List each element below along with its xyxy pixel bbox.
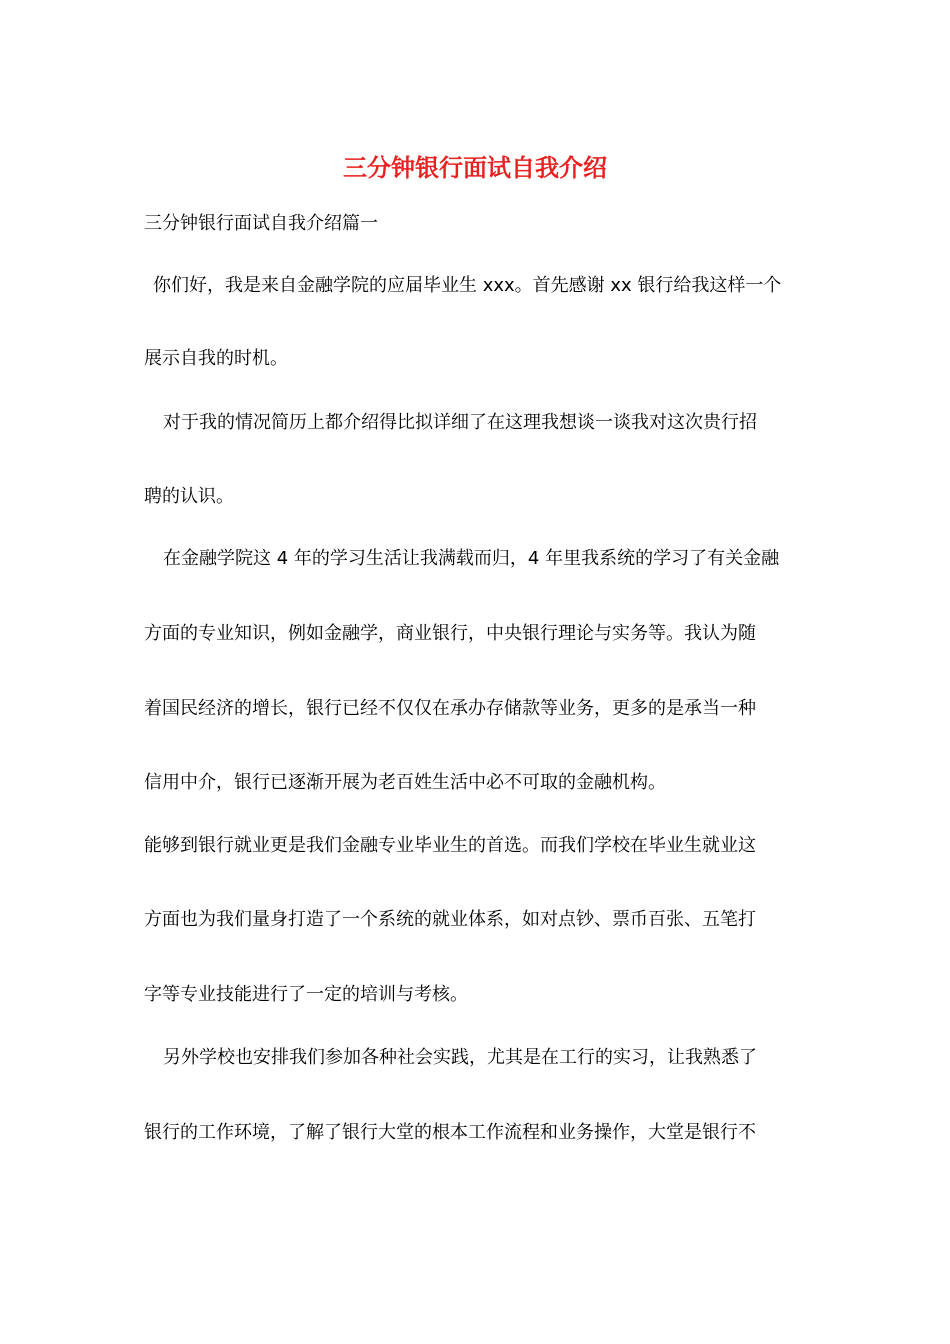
- text-line: 银行的工作环境，了解了银行大堂的根本工作流程和业务操作，大堂是银行不: [144, 1122, 756, 1143]
- text-line: 对于我的情况简历上都介绍得比拟详细了在这理我想谈一谈我对这次贵行招: [163, 412, 757, 433]
- text-line: 你们好，我是来自金融学院的应届毕业生 xxx。首先感谢 xx 银行给我这样一个: [153, 275, 782, 296]
- text-line: 展示自我的时机。: [144, 348, 288, 369]
- document-title: 三分钟银行面试自我介绍: [343, 154, 607, 182]
- text-line: 聘的认识。: [144, 486, 234, 507]
- text-line: 能够到银行就业更是我们金融专业毕业生的首选。而我们学校在毕业生就业这: [144, 835, 756, 856]
- text-line: 方面也为我们量身打造了一个系统的就业体系，如对点钞、票币百张、五笔打: [144, 909, 756, 930]
- text-line: 另外学校也安排我们参加各种社会实践，尤其是在工行的实习，让我熟悉了: [163, 1047, 757, 1068]
- text-line: 方面的专业知识，例如金融学，商业银行，中央银行理论与实务等。我认为随: [144, 623, 756, 644]
- text-line: 在金融学院这 4 年的学习生活让我满载而归，4 年里我系统的学习了有关金融: [163, 548, 780, 569]
- text-line: 信用中介，银行已逐渐开展为老百姓生活中必不可取的金融机构。: [144, 772, 666, 793]
- text-line: 着国民经济的增长，银行已经不仅仅在承办存储款等业务，更多的是承当一种: [144, 698, 756, 719]
- section-heading: 三分钟银行面试自我介绍篇一: [144, 213, 378, 234]
- text-line: 字等专业技能进行了一定的培训与考核。: [144, 984, 468, 1005]
